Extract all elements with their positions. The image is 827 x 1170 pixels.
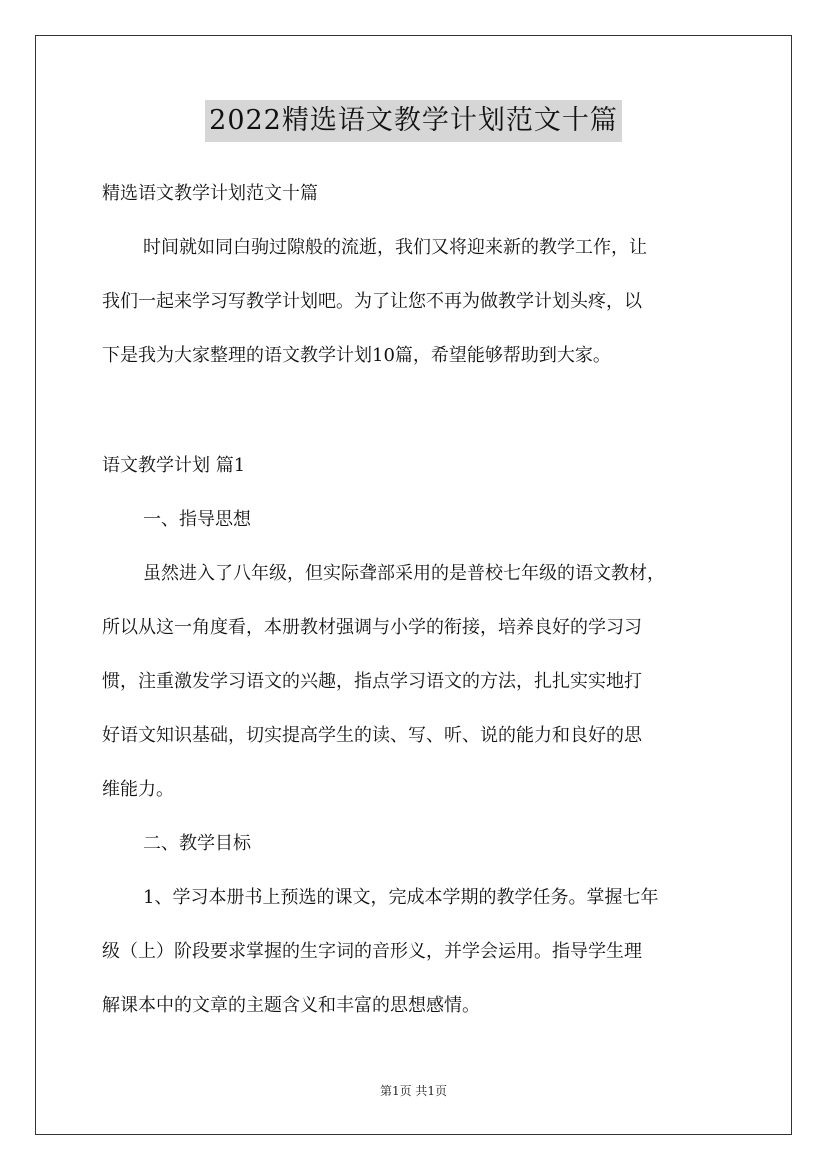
section-heading: 语文教学计划 篇1 <box>102 455 246 476</box>
para2-line-1: 1、学习本册书上预选的课文，完成本学期的教学任务。掌握七年 <box>143 887 659 908</box>
intro-line-3: 下是我为大家整理的语文教学计划10篇，希望能够帮助到大家。 <box>102 345 611 366</box>
title-container <box>0 100 827 142</box>
heading-guiding-ideology: 一、指导思想 <box>143 509 251 530</box>
para2-line-2: 级（上）阶段要求掌握的生字词的音形义，并学会运用。指导学生理 <box>102 941 642 962</box>
intro-line-2: 我们一起来学习写教学计划吧。为了让您不再为做教学计划头疼，以 <box>102 291 642 312</box>
intro-line-1: 时间就如同白驹过隙般的流逝，我们又将迎来新的教学工作，让 <box>143 237 647 258</box>
para2-line-3: 解课本中的文章的主题含义和丰富的思想感情。 <box>102 995 480 1016</box>
subtitle: 精选语文教学计划范文十篇 <box>102 183 318 204</box>
heading-teaching-goals: 二、教学目标 <box>143 833 251 854</box>
para1-line-4: 好语文知识基础，切实提高学生的读、写、听、说的能力和良好的思 <box>102 725 642 746</box>
para1-line-3: 惯，注重激发学习语文的兴趣，指点学习语文的方法，扎扎实实地打 <box>102 671 642 692</box>
para1-line-1: 虽然进入了八年级，但实际聋部采用的是普校七年级的语文教材， <box>143 563 665 584</box>
para1-line-5: 维能力。 <box>102 779 174 800</box>
page-footer: 第1页 共1页 <box>379 1084 448 1098</box>
para1-line-2: 所以从这一角度看，本册教材强调与小学的衔接，培养良好的学习习 <box>102 617 642 638</box>
document-title: 2022精选语文教学计划范文十篇 <box>205 100 622 142</box>
